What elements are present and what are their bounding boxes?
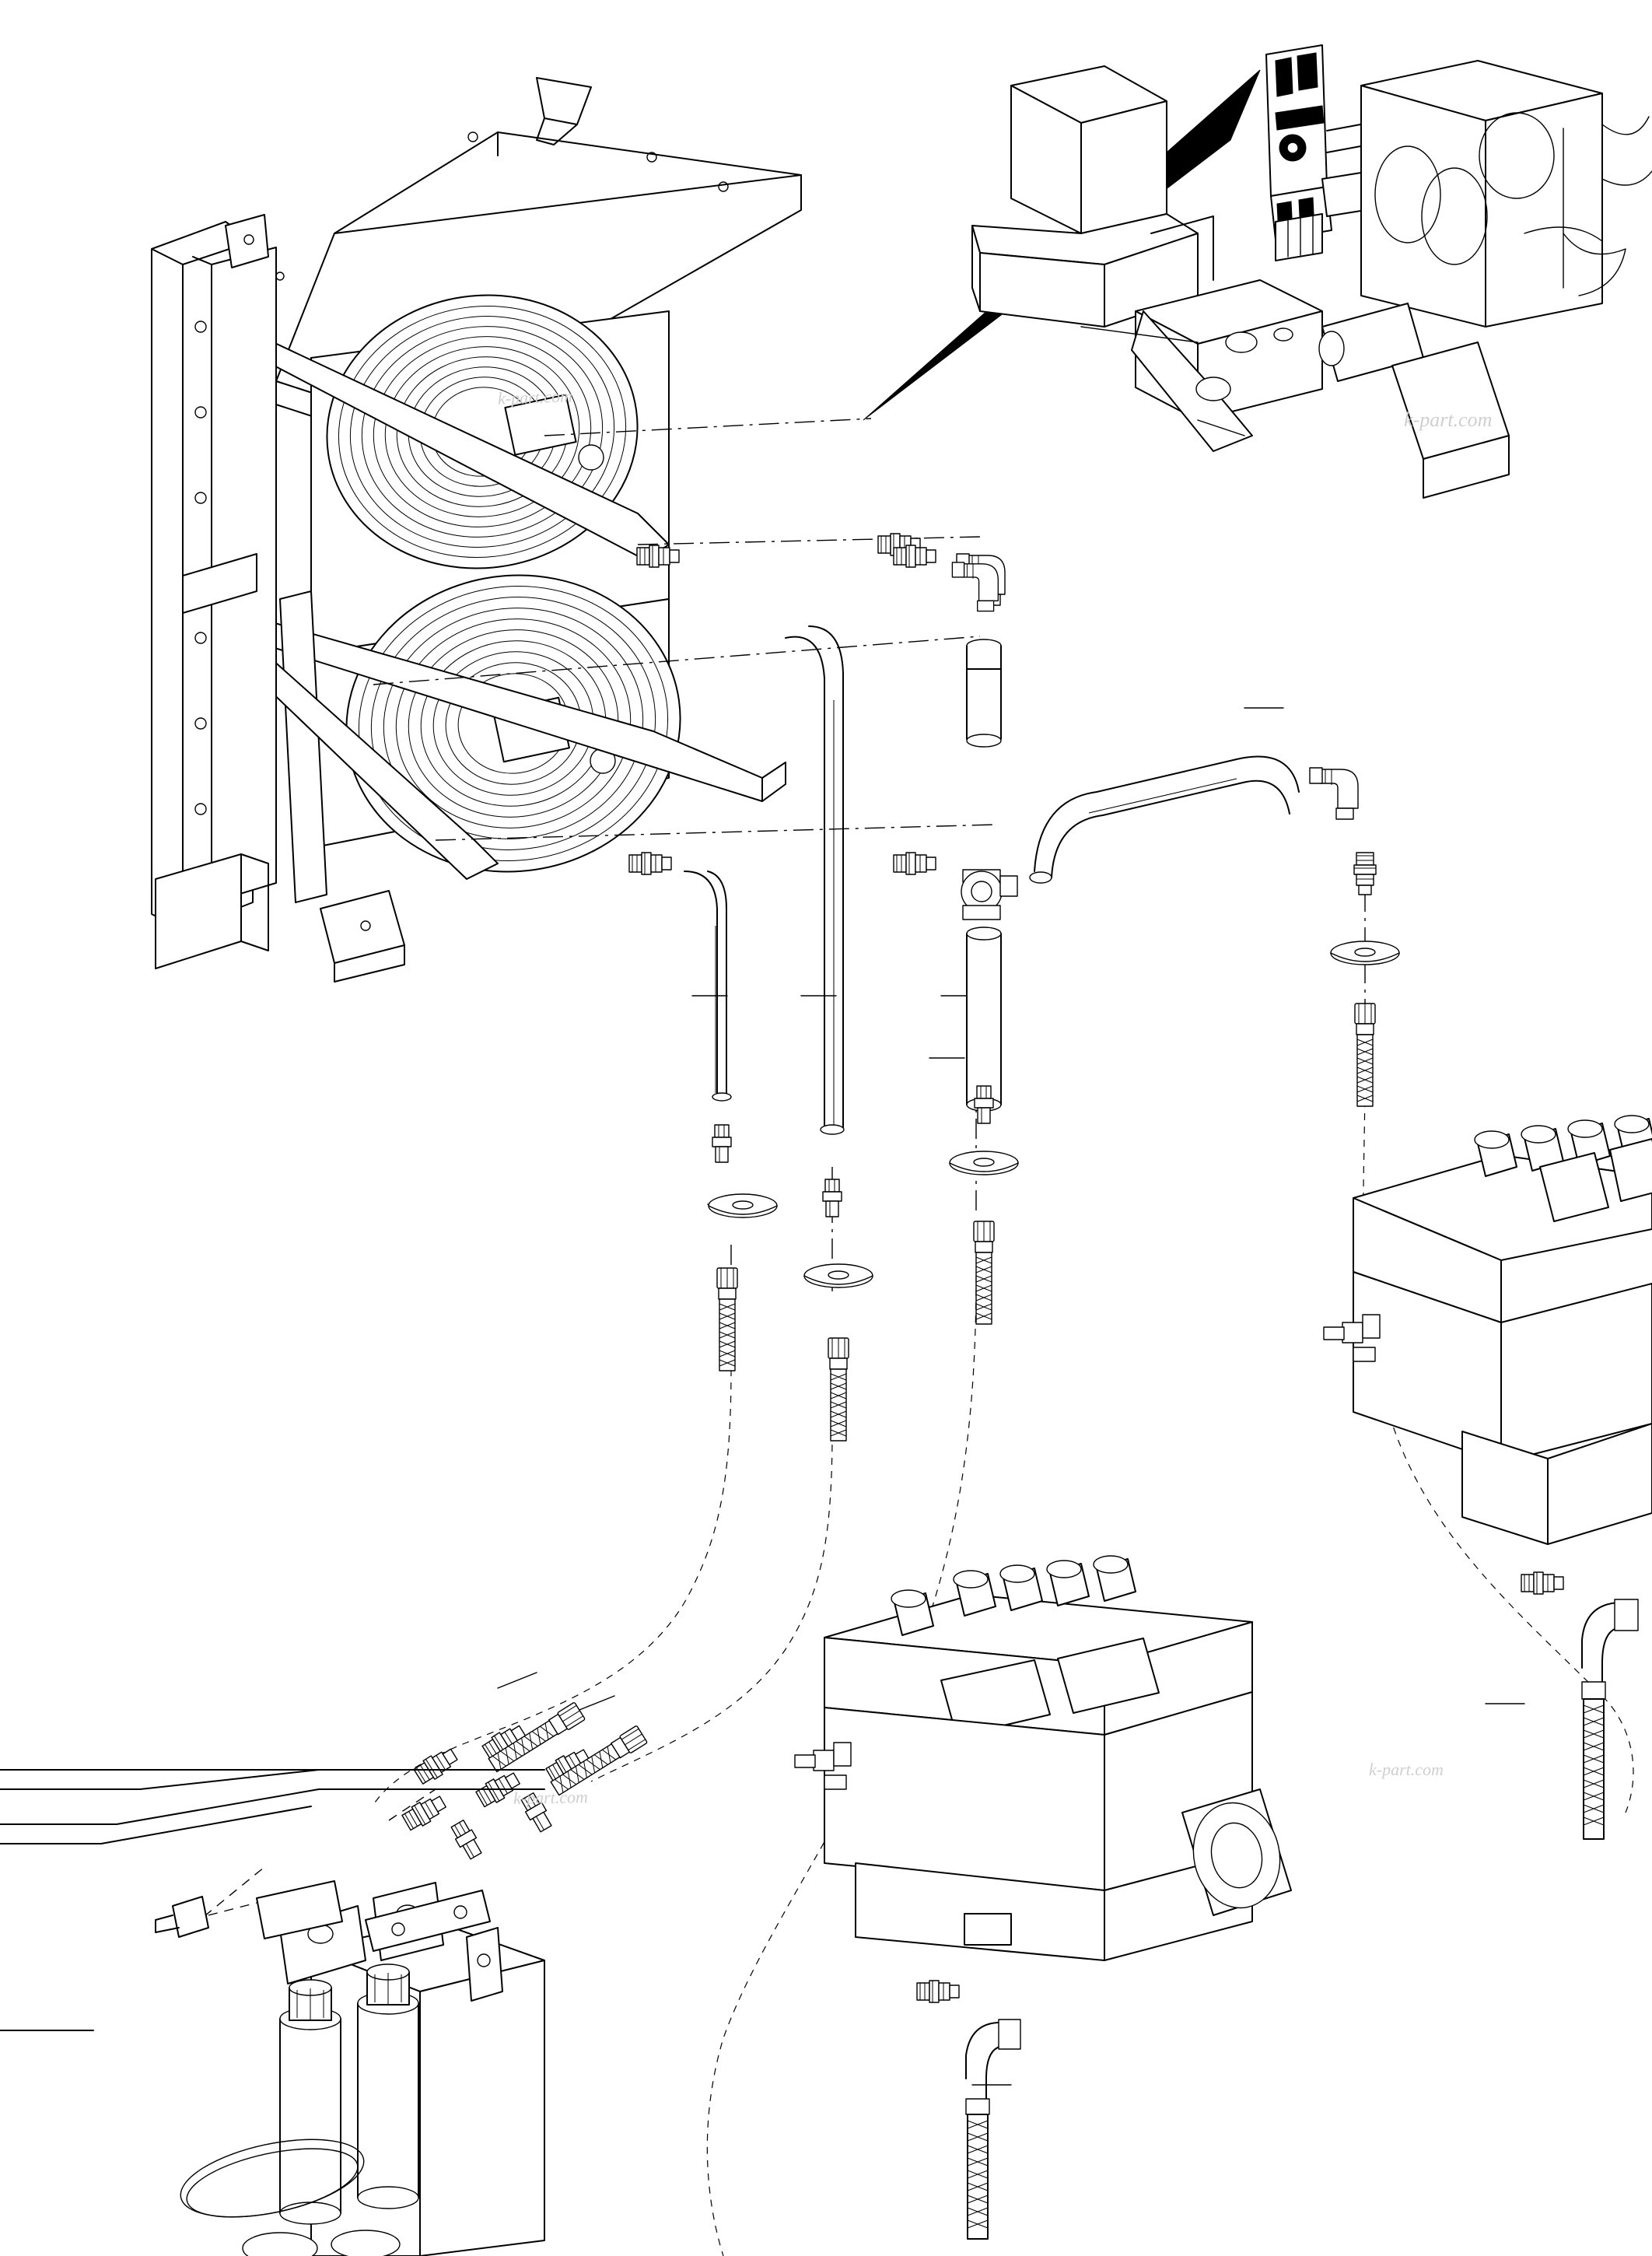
straight-coupler-fitting — [1354, 853, 1376, 895]
straight-coupler-fitting — [401, 1792, 448, 1832]
hose-tube-bent-elbow — [1030, 757, 1299, 883]
filter-canister-right — [358, 1964, 418, 2209]
adapter-nipple — [712, 1125, 731, 1162]
braided-flex-hose — [717, 1268, 737, 1371]
tee-fitting — [961, 870, 1017, 920]
engine-upper-assembly — [1324, 1116, 1652, 1839]
block-port-fittings — [795, 1743, 851, 1789]
straight-coupler-fitting — [629, 853, 671, 874]
elbow-fitting-90 — [1310, 768, 1358, 819]
block-port-fittings-upper — [1324, 1315, 1380, 1361]
hose-tube-straight — [967, 639, 1001, 747]
watermark-text: k-part.com — [497, 386, 573, 408]
curved-flex-hose-lower — [966, 2020, 1020, 2239]
mounting-clamp-plate — [950, 1151, 1018, 1175]
braided-flex-hose — [1355, 1004, 1375, 1106]
filter-canister-left — [280, 1980, 341, 2224]
mounting-clamp-plate — [709, 1194, 777, 1217]
adapter-nipple — [975, 1086, 993, 1123]
hose-tube-straight-lower — [967, 927, 1001, 1111]
detail-callout-assembly — [863, 45, 1652, 498]
braided-flex-hose — [974, 1221, 994, 1324]
straight-coupler-fitting — [637, 545, 679, 567]
straight-coupler-fitting — [894, 545, 936, 567]
watermark-text: k-part.com — [1369, 1760, 1444, 1779]
adapter-nipple — [450, 1819, 485, 1861]
elbow-fitting-90 — [952, 562, 998, 611]
adapter-nipple — [823, 1179, 842, 1217]
straight-coupler-fitting — [894, 853, 936, 874]
engine-lower-assembly — [795, 1556, 1291, 2239]
braided-flex-hose — [828, 1338, 849, 1441]
hose-tube-short-vertical — [684, 871, 731, 1101]
oil-cooler-assembly — [152, 78, 801, 982]
straight-coupler-fitting — [1521, 1572, 1563, 1594]
adapter-nipple — [520, 1792, 555, 1834]
control-valve-detail — [1266, 45, 1369, 261]
curved-flex-hose-upper — [1582, 1599, 1638, 1839]
filter-manifold-assembly — [156, 1881, 544, 2256]
watermark-text: k-part.com — [1404, 408, 1493, 431]
piping-parts — [629, 534, 1399, 1441]
watermark-text: k-part.com — [513, 1787, 589, 1808]
lower-left-fitting-cluster — [401, 1702, 647, 1861]
straight-coupler-fitting — [917, 1981, 959, 2002]
mounting-clamp-plate — [804, 1264, 873, 1287]
hose-tube-long-vertical — [786, 626, 844, 1134]
mounting-clamp-plate — [1331, 941, 1399, 965]
straight-coupler-fitting — [413, 1745, 460, 1785]
